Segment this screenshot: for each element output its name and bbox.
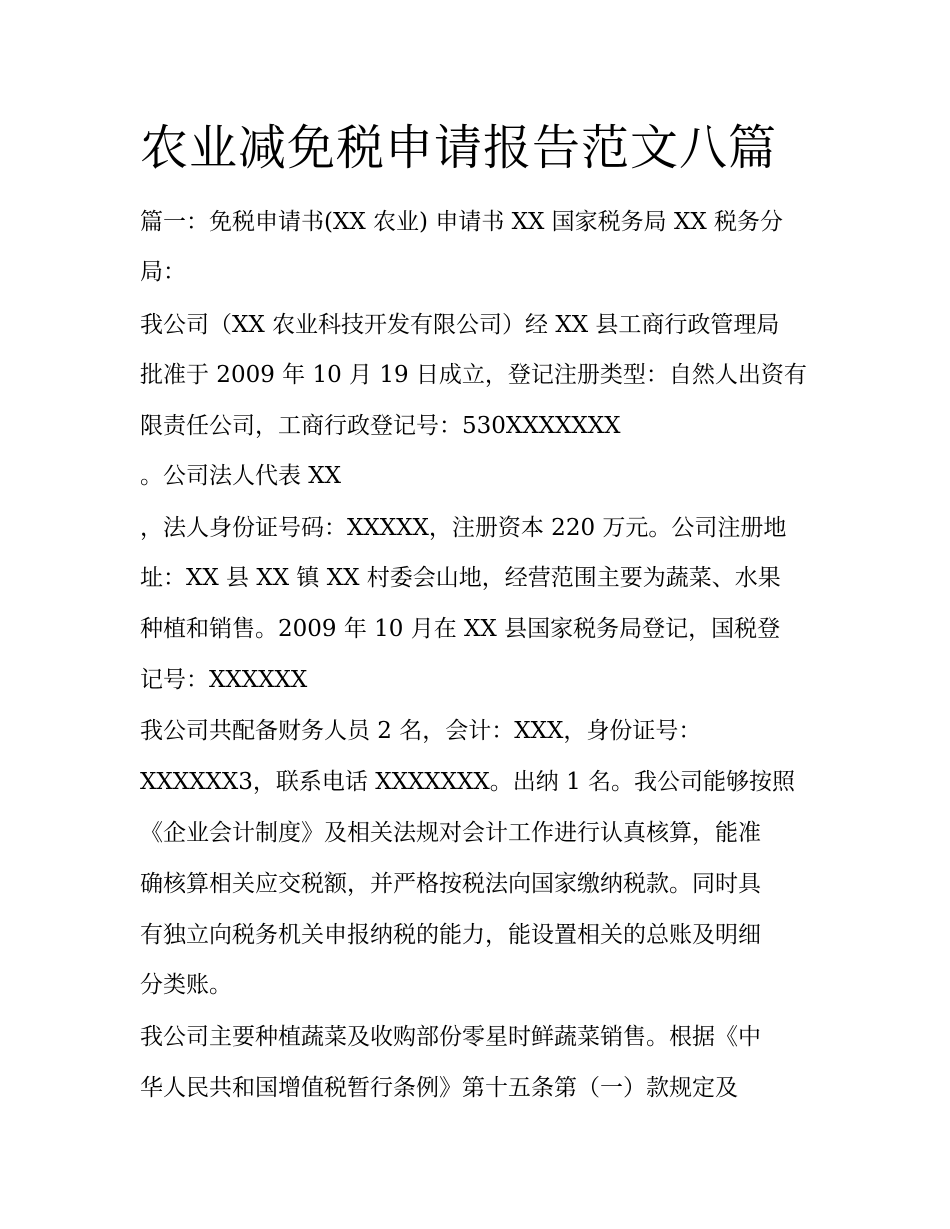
body-line: 。公司法人代表 XX <box>140 463 342 489</box>
body-line: 确核算相关应交税额，并严格按税法向国家缴纳税款。同时具 <box>140 871 761 897</box>
body-line: 限责任公司，工商行政登记号：530XXXXXXX <box>140 413 621 439</box>
body-line: 局： <box>140 259 186 285</box>
body-line: 址：XX 县 XX 镇 XX 村委会山地，经营范围主要为蔬菜、水果 <box>140 565 781 591</box>
body-line: 种植和销售。2009 年 10 月在 XX 县国家税务局登记，国税登 <box>140 616 781 642</box>
body-line: 华人民共和国增值税暂行条例》第十五条第（一）款规定及 <box>140 1075 738 1101</box>
body-line: 我公司（XX 农业科技开发有限公司）经 XX 县工商行政管理局 <box>140 312 780 338</box>
body-line: 记号：XXXXXX <box>140 667 308 693</box>
body-line: 批准于 2009 年 10 月 19 日成立，登记注册类型：自然人出资有 <box>140 362 807 388</box>
document-title: 农业减免税申请报告范文八篇 <box>140 120 778 176</box>
body-line: 有独立向税务机关申报纳税的能力，能设置相关的总账及明细 <box>140 922 761 948</box>
body-line: XXXXXX3，联系电话 XXXXXXX。出纳 1 名。我公司能够按照 <box>140 769 796 795</box>
body-line: 我公司共配备财务人员 2 名，会计：XXX，身份证号： <box>140 718 702 744</box>
body-line: 篇一：免税申请书(XX 农业) 申请书 XX 国家税务局 XX 税务分 <box>140 209 784 235</box>
body-line: ，法人身份证号码：XXXXX，注册资本 220 万元。公司注册地 <box>140 515 787 541</box>
body-line: 《企业会计制度》及相关法规对会计工作进行认真核算，能准 <box>140 820 761 846</box>
body-line: 我公司主要种植蔬菜及收购部份零星时鲜蔬菜销售。根据《中 <box>140 1024 761 1050</box>
body-line: 分类账。 <box>140 972 232 998</box>
